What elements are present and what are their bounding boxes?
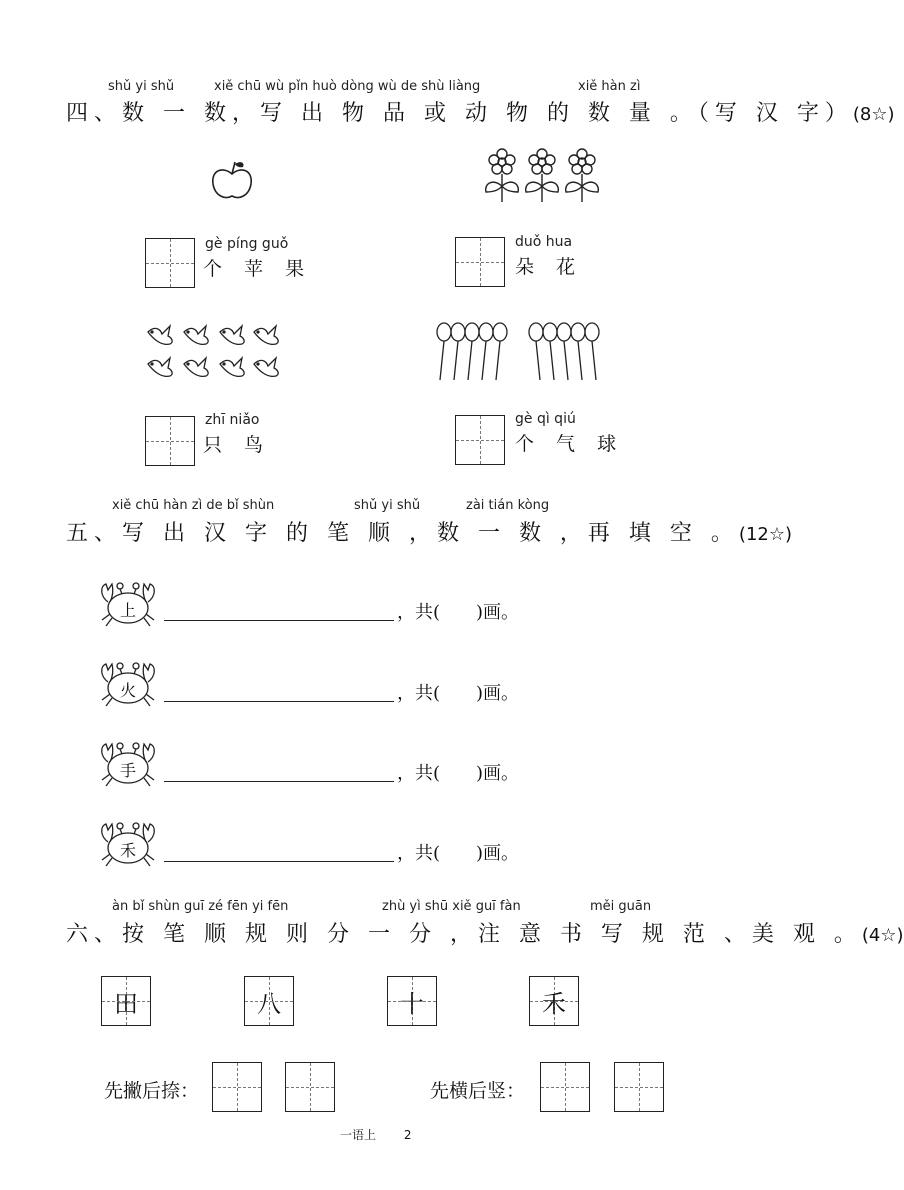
section4-pinyin-c: xiě hàn zì (578, 79, 641, 94)
left-answer-box-2[interactable] (285, 1062, 335, 1112)
section5-title-text: 五、写 出 汉 字 的 笔 顺 ，数 一 数 ，再 填 空 。 (66, 521, 739, 546)
footer-page-number: 2 (403, 1128, 412, 1142)
section5-pinyin-a: xiě chū hàn zì de bǐ shùn (112, 498, 275, 513)
right-answer-box-1[interactable] (540, 1062, 590, 1112)
crab-row-2 (98, 658, 158, 710)
footer-label: 一语上 (340, 1128, 377, 1142)
section6-title-text: 六、按 笔 顺 规 则 分 一 分 ，注 意 书 写 规 范 、美 观 。 (66, 922, 862, 947)
stroke-order-line-4[interactable] (164, 861, 394, 862)
char-card-text: 禾 (542, 989, 566, 1018)
right-rule-label: 先横后竖： (430, 1080, 526, 1102)
char-card-text: 田 (114, 989, 138, 1018)
flower-pinyin: duǒ hua (515, 234, 573, 250)
flowers-icon (482, 150, 612, 205)
stroke-count-2[interactable]: ，共( )画。 (397, 683, 520, 704)
flower-word: 朵 花 (515, 256, 584, 278)
balloon-count-box[interactable] (455, 415, 505, 465)
section5-score: (12☆) (738, 524, 793, 545)
section6-pinyin-a: àn bǐ shùn guī zé fēn yi fēn (112, 899, 289, 914)
crab-row-1 (98, 578, 158, 630)
stroke-order-line-2[interactable] (164, 701, 394, 702)
section5-pinyin-b: shǔ yi shǔ (354, 498, 421, 513)
section4-pinyin-b: xiě chū wù pǐn huò dòng wù de shù liàng (214, 79, 481, 94)
section5-pinyin-c: zài tián kòng (466, 498, 550, 513)
section4-title (66, 96, 895, 127)
crab-char: 上 (119, 601, 136, 620)
char-card-he[interactable] (529, 976, 579, 1026)
section4-title-text: 四、数 一 数，写 出 物 品 或 动 物 的 数 量 。（写 汉 字） (66, 101, 853, 126)
crab-char: 火 (119, 681, 136, 700)
crab-row-3 (98, 738, 158, 790)
balloon-word: 个 气 球 (515, 433, 625, 455)
char-card-shi[interactable] (387, 976, 437, 1026)
bird-count-box[interactable] (145, 416, 195, 466)
section5-title (66, 516, 792, 547)
apple-pinyin: gè píng guǒ (205, 236, 289, 252)
left-rule-label: 先撇后捺： (104, 1080, 200, 1102)
section4-pinyin-a: shǔ yi shǔ (108, 79, 175, 94)
crab-char: 手 (119, 761, 136, 780)
balloon-pinyin: gè qì qiú (515, 411, 576, 427)
stroke-order-line-3[interactable] (164, 781, 394, 782)
stroke-count-3[interactable]: ，共( )画。 (397, 763, 520, 784)
stroke-count-1[interactable]: ，共( )画。 (397, 602, 520, 623)
char-card-tian[interactable] (101, 976, 151, 1026)
char-card-ba[interactable] (244, 976, 294, 1026)
section6-score: (4☆) (861, 925, 904, 946)
birds-icon (146, 320, 286, 385)
balloons-icon (432, 322, 612, 382)
apple-count-box[interactable] (145, 238, 195, 288)
char-card-text: 十 (400, 989, 424, 1018)
stroke-order-line-1[interactable] (164, 620, 394, 621)
section6-pinyin-b: zhù yì shū xiě guī fàn (382, 899, 521, 914)
bird-word: 只 鸟 (203, 434, 272, 456)
right-answer-box-2[interactable] (614, 1062, 664, 1112)
section4-score: (8☆) (852, 104, 895, 125)
crab-char: 禾 (119, 841, 136, 860)
apple-icon (205, 158, 265, 208)
section6-title (66, 917, 904, 948)
crab-row-4 (98, 818, 158, 870)
left-answer-box-1[interactable] (212, 1062, 262, 1112)
apple-word: 个 苹 果 (203, 258, 313, 280)
flower-count-box[interactable] (455, 237, 505, 287)
char-card-text: 八 (257, 989, 281, 1018)
footer (340, 1126, 411, 1143)
bird-pinyin: zhī niǎo (205, 412, 260, 428)
stroke-count-4[interactable]: ，共( )画。 (397, 843, 520, 864)
section6-pinyin-c: měi guān (590, 899, 652, 914)
